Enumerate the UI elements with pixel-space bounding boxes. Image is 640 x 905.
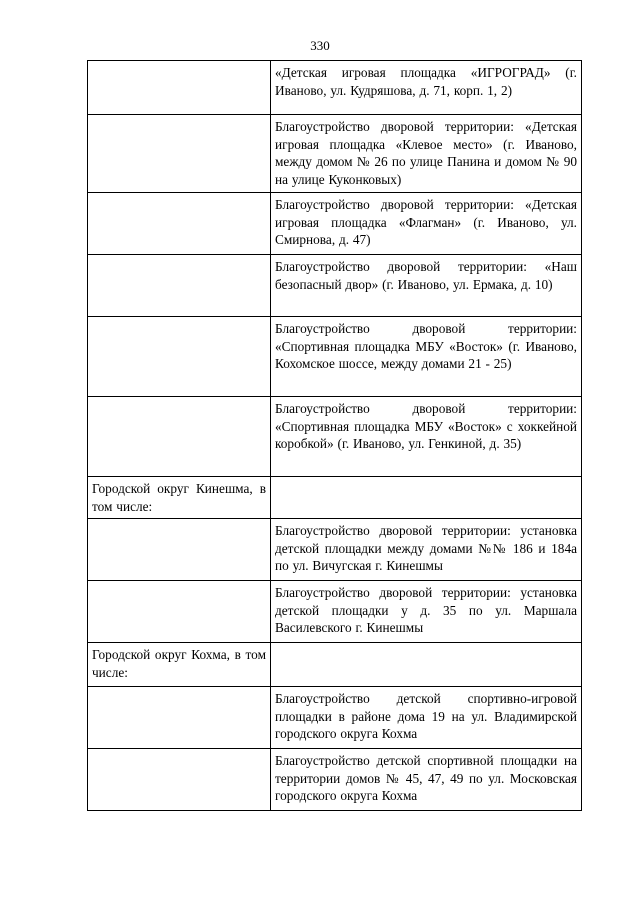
projects-table (87, 60, 582, 811)
table-cell-left (88, 61, 271, 115)
table-cell-right: Благоустройство дворовой территории: установка детской площадки между домами №№ 186 и 184а по ул. Вичугская г. Кинешмы (271, 519, 582, 581)
table-cell-left (88, 193, 271, 255)
table-cell-right: Благоустройство дворовой территории: «Детская игровая площадка «Клевое место» (г. Иваново, между домом № 26 по улице Панина и домом № 90 на улице Куконковых) (271, 115, 582, 193)
table-cell-right: Благоустройство детской спортивной площадки на территории домов № 45, 47, 49 по ул. Московская городского округа Кохма (271, 749, 582, 811)
table-cell-right: Благоустройство дворовой территории: «Спортивная площадка МБУ «Восток» (г. Иваново, Кохомское шоссе, между домами 21 - 25) (271, 317, 582, 397)
table-cell-left: Городской округ Кинешма, в том числе: (88, 477, 271, 519)
table-row (88, 581, 582, 643)
table-row (88, 519, 582, 581)
table-row (88, 255, 582, 317)
table-cell-left (88, 519, 271, 581)
table-row (88, 61, 582, 115)
table-cell-right: Благоустройство дворовой территории: «Спортивная площадка МБУ «Восток» с хоккейной коробкой» (г. Иваново, ул. Генкиной, д. 35) (271, 397, 582, 477)
table-cell-left (88, 749, 271, 811)
table-cell-right: Благоустройство дворовой территории: установка детской площадки у д. 35 по ул. Маршала Василевского г. Кинешмы (271, 581, 582, 643)
table-cell-right: Благоустройство дворовой территории: «Детская игровая площадка «Флагман» (г. Иваново, ул. Смирнова, д. 47) (271, 193, 582, 255)
table-cell-right: Благоустройство детской спортивно-игровой площадки в районе дома 19 на ул. Владимирской городского округа Кохма (271, 687, 582, 749)
table-row (88, 749, 582, 811)
table-cell-left (88, 397, 271, 477)
table-row (88, 115, 582, 193)
table-row (88, 477, 582, 519)
table-row (88, 643, 582, 687)
table-cell-right (271, 477, 582, 519)
table-cell-left (88, 581, 271, 643)
table-cell-left (88, 115, 271, 193)
table-cell-left (88, 687, 271, 749)
page-number: 330 (310, 38, 330, 53)
table-row (88, 687, 582, 749)
table-cell-right: «Детская игровая площадка «ИГРОГРАД» (г. Иваново, ул. Кудряшова, д. 71, корп. 1, 2) (271, 61, 582, 115)
table-cell-left: Городской округ Кохма, в том числе: (88, 643, 271, 687)
table-cell-right (271, 643, 582, 687)
table-row (88, 193, 582, 255)
table-cell-left (88, 317, 271, 397)
table-row (88, 317, 582, 397)
table-row (88, 397, 582, 477)
table-cell-left (88, 255, 271, 317)
table-cell-right: Благоустройство дворовой территории: «Наш безопасный двор» (г. Иваново, ул. Ермака, д. 10) (271, 255, 582, 317)
